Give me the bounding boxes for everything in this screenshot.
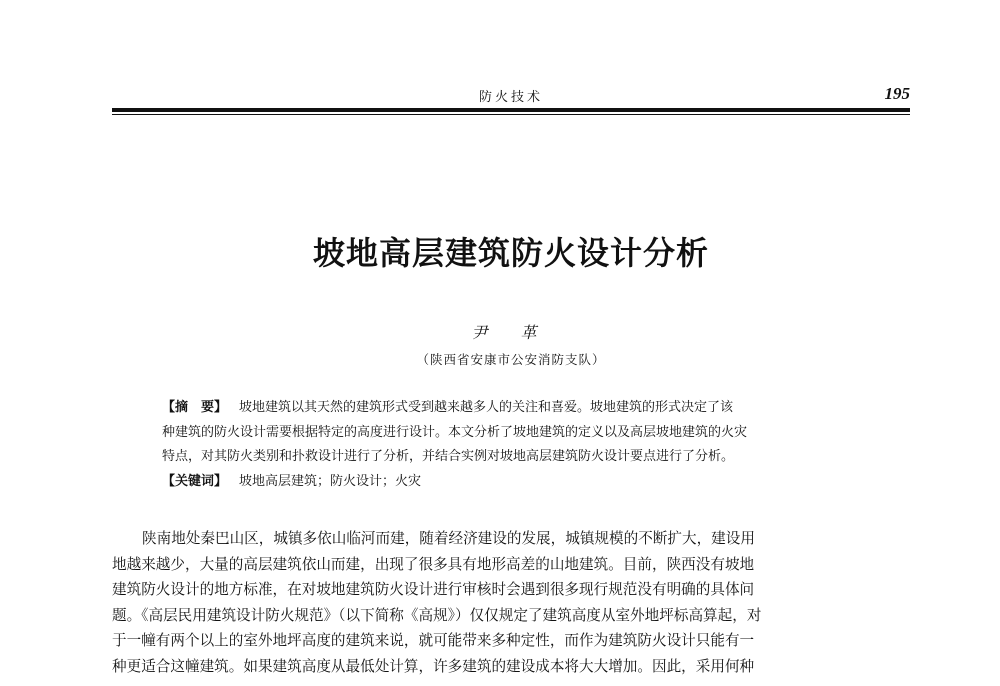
body-line: 建筑防火设计的地方标准，在对坡地建筑防火设计进行审核时会遇到很多现行规范没有明确的具体问 [112, 581, 755, 598]
abstract-line: 种建筑的防火设计需要根据特定的高度进行设计。本文分析了坡地建筑的定义以及高层坡地建筑的火灾 [162, 424, 748, 440]
abstract-line: 特点，对其防火类别和扑救设计进行了分析，并结合实例对坡地高层建筑防火设计要点进行了分析。 [162, 449, 735, 464]
body-line: 种更适合这幢建筑。如果建筑高度从最低处计算，许多建筑的建设成本将大大增加。因此，采用何种 [112, 657, 755, 675]
abstract-block [162, 396, 862, 494]
keywords-text: 坡地高层建筑；防火设计；火灾 [239, 473, 422, 489]
body-line: 地越来越少，大量的高层建筑依山而建，出现了很多具有地形高差的山地建筑。目前，陕西没有坡地 [112, 555, 755, 573]
keywords-label: 【关键词】 [162, 473, 228, 489]
abstract-label: 【摘 要】 [162, 400, 228, 415]
keywords-line [162, 470, 862, 495]
body-line: 题。《高层民用建筑设计防火规范》（以下简称《高规》）仅仅规定了建筑高度从室外地坪标高算起，对 [112, 606, 762, 624]
page-number: 195 [884, 84, 910, 103]
body-line: 陕南地处秦巴山区，城镇多依山临河而建，随着经济建设的发展，城镇规模的不断扩大，建设用 [142, 530, 755, 547]
body-line: 于一幢有两个以上的室外地坪高度的建筑来说，就可能带来多种定性，而作为建筑防火设计只能有一 [112, 632, 755, 649]
header-rule-thick [112, 108, 910, 112]
running-title: 防火技术 [478, 90, 543, 105]
header-rule-thin [112, 114, 910, 115]
body-paragraph [112, 526, 912, 679]
abstract-text: 坡地建筑以其天然的建筑形式受到越来越多人的关注和喜爱。坡地建筑的形式决定了该 [239, 400, 734, 415]
article-title: 坡地高层建筑防火设计分析 [312, 234, 709, 272]
article-author: 尹 革 [471, 323, 551, 342]
author-affiliation: （陕西省安康市公安消防支队） [416, 352, 606, 367]
abstract-line [162, 396, 862, 421]
